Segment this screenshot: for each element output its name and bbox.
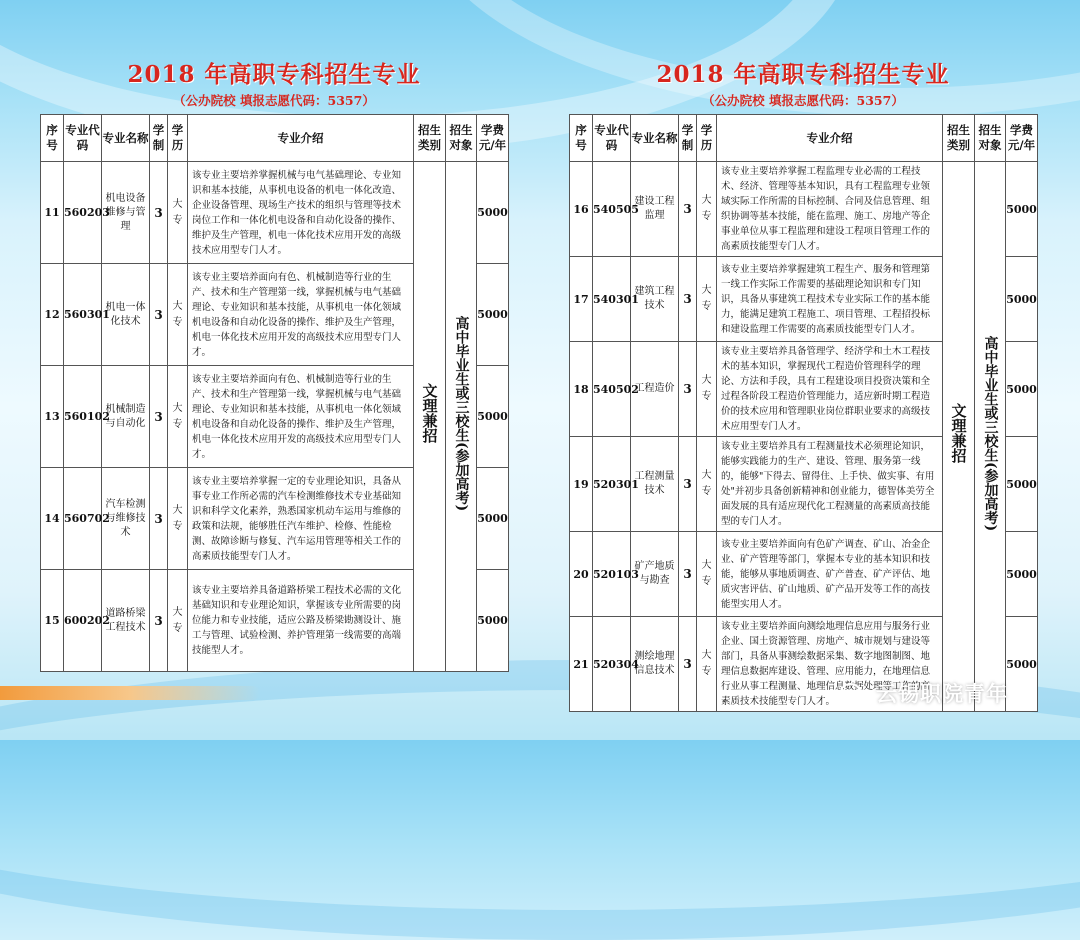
row-description: 该专业主要培养掌握一定的专业理论知识，具备从事专业工作所必需的汽车检测维修技术专业基础知识和科学文化素养，熟悉国家机动车运用与维修的政策和法规，能够胜任汽车维护、检修、性能检测、故障诊断与修复、汽车运用管理等相关工作的高素质技能型专门人才。 xyxy=(188,468,414,570)
header-category: 招生类别 xyxy=(414,115,446,162)
row-description: 该专业主要培养掌握机械与电气基础理论、专业知识和基本技能，从事机电设备的机电一体化改造、企业设备管理、现场生产技术的组织与管理等技术岗位工作和一体化机电设备和自动化设备的操作、维护及生产管理，机电一体化技术应用开发的高级技术应用型专门人才。 xyxy=(188,162,414,264)
row-name: 机电设备维修与管理 xyxy=(102,162,150,264)
header-name: 专业名称 xyxy=(631,115,679,162)
header-length: 学制 xyxy=(150,115,168,162)
row-code: 560301 xyxy=(64,264,102,366)
row-degree: 大专 xyxy=(697,342,717,437)
row-name: 矿产地质与勘查 xyxy=(631,532,679,617)
header-fee: 学费元/年 xyxy=(477,115,509,162)
row-name: 汽车检测与维修技术 xyxy=(102,468,150,570)
row-description: 该专业主要培养面向测绘地理信息应用与服务行业企业、国土资源管理、房地产、城市规划与建设等部门，具备从事测绘数据采集、数字地图制图、地理信息数据库建设、管理、应用能力，在地理信息行业从事工程测量、地理信息数据处理等工作的高素质技术技能型专门人才。 xyxy=(717,617,943,712)
header-target: 招生对象 xyxy=(975,115,1006,162)
row-degree: 大专 xyxy=(697,532,717,617)
row-description: 该专业主要培养掌握工程监理专业必需的工程技术、经济、管理等基本知识，具有工程监理专业领域实际工作所需的目标控制、合同及信息管理、组织协调等基本技能，能在监理、施工、房地产等企事业单位从事工程监理和建设工程项目管理工作的高素质技能型专门人才。 xyxy=(717,162,943,257)
row-fee: 5000 xyxy=(1006,162,1038,257)
row-code: 600202 xyxy=(64,570,102,672)
table-header-row xyxy=(41,115,509,162)
row-name: 建设工程监理 xyxy=(631,162,679,257)
category-cell xyxy=(943,162,975,712)
row-no: 16 xyxy=(570,162,593,257)
account-watermark xyxy=(840,676,1070,710)
row-name: 工程造价 xyxy=(631,342,679,437)
header-length: 学制 xyxy=(679,115,697,162)
row-length: 3 xyxy=(679,162,697,257)
page-title: 2018 年高职专科招生专业 xyxy=(656,61,950,88)
row-description: 该专业主要培养掌握建筑工程生产、服务和管理第一线工作实际工作需要的基础理论知识和专门知识，具备从事建筑工程技术专业实际工作的基本能力，能满足建筑工程施工、项目管理、工程招投标和建设监理工作需要的高素质技能型专门人才。 xyxy=(717,257,943,342)
row-length: 3 xyxy=(679,257,697,342)
header-fee: 学费元/年 xyxy=(1006,115,1038,162)
row-fee: 5000 xyxy=(1006,617,1038,712)
row-code: 520103 xyxy=(593,532,631,617)
row-code: 540505 xyxy=(593,162,631,257)
row-degree: 大专 xyxy=(697,437,717,532)
row-name: 建筑工程技术 xyxy=(631,257,679,342)
row-degree: 大专 xyxy=(697,162,717,257)
row-code: 540301 xyxy=(593,257,631,342)
row-code: 560702 xyxy=(64,468,102,570)
table-header-row xyxy=(570,115,1038,162)
header-description: 专业介绍 xyxy=(717,115,943,162)
row-description: 该专业主要培养具备道路桥梁工程技术必需的文化基础知识和专业理论知识，掌握该专业所需要的岗位能力和专业技能，适应公路及桥梁勘测设计、施工与管理、试验检测、养护管理第一线需要的高端技能型人才。 xyxy=(188,570,414,672)
row-length: 3 xyxy=(679,532,697,617)
row-no: 17 xyxy=(570,257,593,342)
row-length: 3 xyxy=(679,342,697,437)
row-degree: 大专 xyxy=(697,257,717,342)
header-degree: 学历 xyxy=(168,115,188,162)
row-degree: 大专 xyxy=(168,264,188,366)
row-fee: 5000 xyxy=(1006,532,1038,617)
header-category: 招生类别 xyxy=(943,115,975,162)
target-text: 高中毕业生或三校生(参加高考) xyxy=(982,336,999,532)
table-row xyxy=(41,162,509,264)
row-name: 道路桥梁工程技术 xyxy=(102,570,150,672)
row-code: 520301 xyxy=(593,437,631,532)
target-cell xyxy=(446,162,477,672)
row-fee: 5000 xyxy=(1006,257,1038,342)
row-description: 该专业主要培养面向有色、机械制造等行业的生产、技术和生产管理第一线，掌握机械与电气基础理论、专业知识和基本技能，从事机电一体化领域机电设备和自动化设备的操作、维护及生产管理，机电一体化技术应用开发的高级技术应用型专门人才。 xyxy=(188,264,414,366)
row-code: 560203 xyxy=(64,162,102,264)
row-no: 13 xyxy=(41,366,64,468)
left-panel xyxy=(40,60,508,672)
row-name: 机械制造与自动化 xyxy=(102,366,150,468)
header-name: 专业名称 xyxy=(102,115,150,162)
watermark-text: 云锡职院青年 xyxy=(876,682,1008,706)
majors-table xyxy=(569,114,1038,712)
row-degree: 大专 xyxy=(697,617,717,712)
target-cell xyxy=(975,162,1006,712)
header-no: 序号 xyxy=(570,115,593,162)
row-degree: 大专 xyxy=(168,570,188,672)
category-cell xyxy=(414,162,446,672)
row-code: 520304 xyxy=(593,617,631,712)
row-no: 19 xyxy=(570,437,593,532)
decorative-band xyxy=(0,686,260,700)
row-name: 工程测量技术 xyxy=(631,437,679,532)
row-fee: 5000 xyxy=(477,468,509,570)
row-fee: 5000 xyxy=(477,366,509,468)
row-no: 11 xyxy=(41,162,64,264)
row-no: 20 xyxy=(570,532,593,617)
row-fee: 5000 xyxy=(477,570,509,672)
row-length: 3 xyxy=(679,437,697,532)
row-degree: 大专 xyxy=(168,468,188,570)
row-length: 3 xyxy=(150,570,168,672)
row-length: 3 xyxy=(150,162,168,264)
row-no: 21 xyxy=(570,617,593,712)
row-degree: 大专 xyxy=(168,366,188,468)
row-fee: 5000 xyxy=(1006,342,1038,437)
row-description: 该专业主要培养具备管理学、经济学和土木工程技术的基本知识，掌握现代工程造价管理科学的理论、方法和手段，具有工程建设项目投资决策和全过程各阶段工程造价管理能力，适应新时期工程造价的技术应用和管理职业岗位群职业要求的高级技术应用型专门人才。 xyxy=(717,342,943,437)
row-no: 15 xyxy=(41,570,64,672)
row-name: 机电一体化技术 xyxy=(102,264,150,366)
category-text: 文理兼招 xyxy=(949,403,968,463)
row-no: 14 xyxy=(41,468,64,570)
wechat-icon xyxy=(840,681,868,705)
row-code: 560102 xyxy=(64,366,102,468)
row-no: 18 xyxy=(570,342,593,437)
row-no: 12 xyxy=(41,264,64,366)
category-text: 文理兼招 xyxy=(420,383,439,443)
header-description: 专业介绍 xyxy=(188,115,414,162)
header-degree: 学历 xyxy=(697,115,717,162)
header-target: 招生对象 xyxy=(446,115,477,162)
row-description: 该专业主要培养面向有色矿产调查、矿山、冶金企业、矿产管理等部门，掌握本专业的基本知识和技能，能够从事地质调查、矿产普查、矿产评估、地质灾害评估、矿山地质、矿产品开发等工作的高技能型实用人才。 xyxy=(717,532,943,617)
row-name: 测绘地理信息技术 xyxy=(631,617,679,712)
row-fee: 5000 xyxy=(477,162,509,264)
row-length: 3 xyxy=(150,264,168,366)
row-length: 3 xyxy=(150,366,168,468)
row-degree: 大专 xyxy=(168,162,188,264)
target-text: 高中毕业生或三校生(参加高考) xyxy=(453,316,470,512)
row-fee: 5000 xyxy=(1006,437,1038,532)
majors-table xyxy=(40,114,509,672)
row-fee: 5000 xyxy=(477,264,509,366)
header-code: 专业代码 xyxy=(64,115,102,162)
table-row xyxy=(570,162,1038,257)
row-description: 该专业主要培养具有工程测量技术必须理论知识，能够实践能力的生产、建设、管理、服务第一线的，能够"下得去、留得住、上手快、做实事、有用处"并初步具备创新精神和创业能力，德智体美劳全面发展的具有适应现代化工程测量的高素质高技能型的专门人才。 xyxy=(717,437,943,532)
row-length: 3 xyxy=(150,468,168,570)
row-description: 该专业主要培养面向有色、机械制造等行业的生产、技术和生产管理第一线，掌握机械与电气基础理论、专业知识和基本技能，从事机电一体化领域机电设备和自动化设备的操作、维护及生产管理，机电一体化技术应用开发的高级技术应用型专门人才。 xyxy=(188,366,414,468)
header-no: 序号 xyxy=(41,115,64,162)
page-subtitle: （公办院校 填报志愿代码：5357） xyxy=(702,93,904,108)
row-length: 3 xyxy=(679,617,697,712)
right-panel xyxy=(569,60,1037,712)
row-code: 540502 xyxy=(593,342,631,437)
header-code: 专业代码 xyxy=(593,115,631,162)
page-subtitle: （公办院校 填报志愿代码：5357） xyxy=(173,93,375,108)
page-title: 2018 年高职专科招生专业 xyxy=(127,61,421,88)
